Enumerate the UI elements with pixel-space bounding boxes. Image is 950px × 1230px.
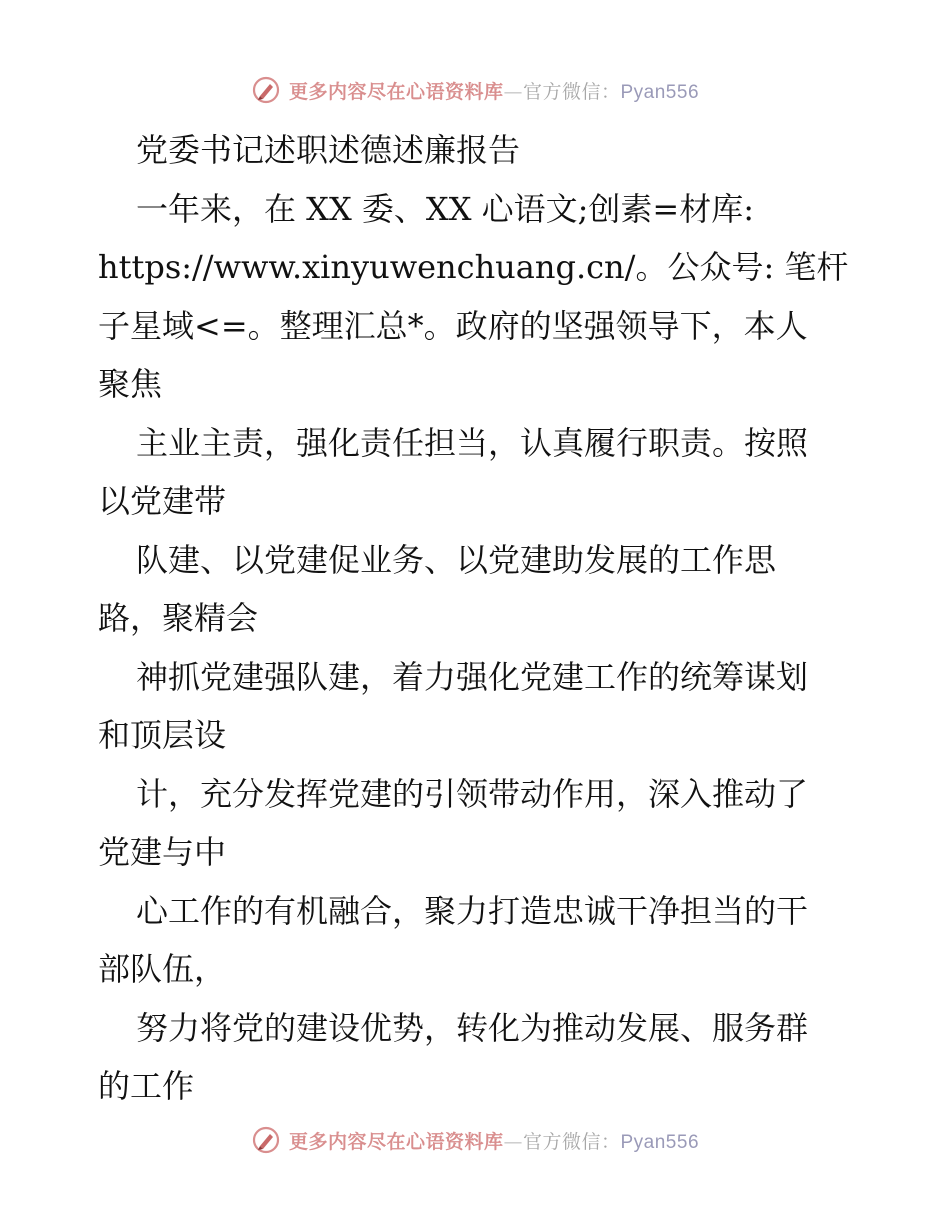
watermark-separator: — [503,1130,523,1153]
watermark-text [289,77,699,104]
body-line: 子星域<=。整理汇总*。政府的坚强领导下，本人 [98,306,808,345]
body-line: 神抓党建强队建，着力强化党建工作的统筹谋划 [136,657,809,696]
watermark-wechat-id: Pyan556 [620,81,700,103]
body-line: 聚焦 [98,365,163,403]
body-line: 心工作的有机融合，聚力打造忠诚干净担当的干 [136,891,809,930]
body-line: 部队伍， [98,950,227,988]
body-line: 路，聚精会 [98,599,259,637]
watermark-main-text: 更多内容尽在心语资料库 [288,80,504,103]
pen-circle-logo-icon [251,1125,281,1155]
body-line: 党建与中 [98,833,227,871]
pen-circle-logo-icon [251,75,281,105]
document-body [98,121,858,1116]
body-line: 的工作 [98,1067,195,1105]
watermark-text [289,1127,699,1154]
body-line: 和顶层设 [98,716,227,754]
footer-watermark [0,1120,950,1160]
watermark-separator: — [503,80,523,103]
watermark-wechat-id: Pyan556 [620,1131,700,1153]
body-line: 主业主责，强化责任担当，认真履行职责。按照 [136,423,809,462]
body-line: 以党建带 [98,482,227,520]
body-line: 计，充分发挥党建的引领带动作用，深入推动了 [136,774,809,813]
body-line: 努力将党的建设优势，转化为推动发展、服务群 [136,1008,809,1047]
watermark-sub-text: 官方微信： [522,1130,621,1153]
watermark-main-text: 更多内容尽在心语资料库 [288,1130,504,1153]
body-line: 队建、以党建促业务、以党建助发展的工作思 [136,540,777,579]
body-line: 一年来，在 XX 委、XX 心语文;创素=材库: [136,189,755,228]
document-title: 党委书记述职述德述廉报告 [136,131,521,169]
watermark-sub-text: 官方微信： [522,80,621,103]
body-line: https://www.xinyuwenchuang.cn/。公众号: 笔杆 [98,248,849,286]
header-watermark [0,70,950,110]
